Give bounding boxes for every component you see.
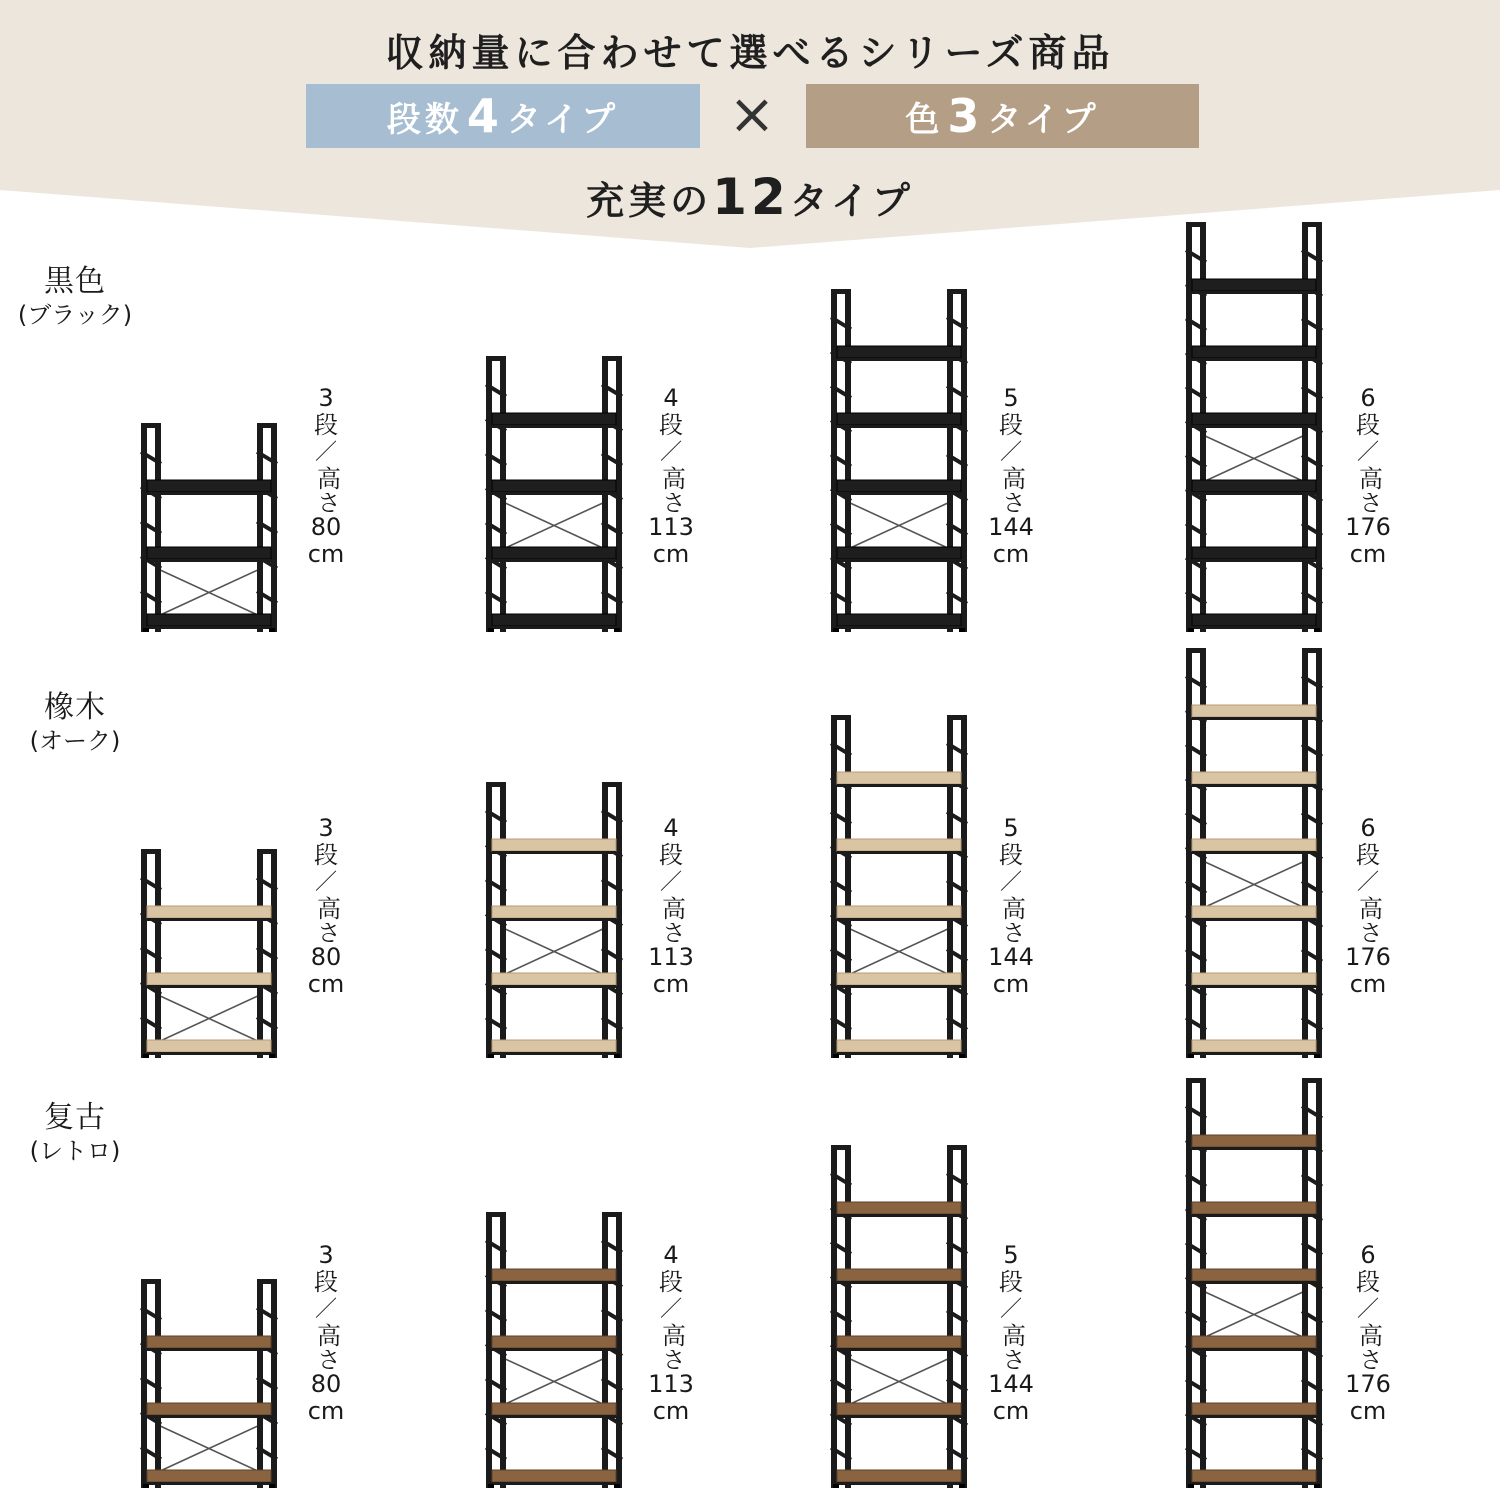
board-frame [837, 1052, 961, 1055]
shelf-illustration [828, 715, 970, 1058]
shelf-foot [833, 628, 839, 632]
shelf-board [837, 346, 961, 358]
height-label-black-5 [983, 385, 1039, 568]
board-frame [492, 559, 616, 562]
board-frame [837, 985, 961, 988]
row-label-black-sub: (ブラック) [17, 301, 133, 329]
row-label-black [0, 264, 150, 330]
board-frame [1192, 1415, 1316, 1418]
shelf-board [1192, 1336, 1316, 1348]
board-frame [147, 985, 271, 988]
board-frame [837, 358, 961, 361]
shelf-board [147, 480, 271, 492]
height-label-oak-3 [298, 815, 354, 998]
board-frame [1192, 358, 1316, 361]
shelf-board [492, 1269, 616, 1281]
board-frame [147, 1482, 271, 1485]
board-frame [147, 492, 271, 495]
shelf-illustration [828, 1145, 970, 1488]
shelf-foot [143, 1484, 149, 1488]
shelf-board [1192, 1269, 1316, 1281]
height-label-retro-4 [643, 1242, 699, 1425]
shelf-foot [269, 1484, 275, 1488]
board-frame [1192, 626, 1316, 629]
board-frame [1192, 717, 1316, 720]
shelf-board [492, 547, 616, 559]
shelf-board [837, 1269, 961, 1281]
height-label-text: 高さ [997, 466, 1026, 514]
tier-unit: 段 [999, 411, 1023, 439]
shelf-board [147, 1040, 271, 1052]
row-label-black-name: 黒色 [44, 264, 106, 299]
tier-number: 5 [1003, 814, 1019, 842]
shelf-board [837, 1040, 961, 1052]
separator: ／ [1356, 870, 1379, 895]
row-label-oak [0, 690, 150, 756]
board-frame [837, 559, 961, 562]
height-value: 144 [988, 943, 1034, 971]
board-frame [837, 492, 961, 495]
board-frame [837, 1348, 961, 1351]
height-value: 113 [648, 943, 694, 971]
board-frame [1192, 492, 1316, 495]
row-label-oak-name: 橡木 [44, 690, 106, 725]
shelf-foot [1314, 1054, 1320, 1058]
height-value: 80 [310, 943, 342, 971]
separator: ／ [1356, 440, 1379, 465]
shelf-foot [269, 1054, 275, 1058]
board-frame [492, 626, 616, 629]
shelf-board [837, 839, 961, 851]
shelf-black-4-tier [483, 356, 625, 636]
shelf-black-5-tier [828, 289, 970, 636]
shelf-board [492, 906, 616, 918]
shelf-board [1192, 1135, 1316, 1147]
board-frame [492, 425, 616, 428]
board-frame [1192, 559, 1316, 562]
shelf-board [1192, 279, 1316, 291]
board-frame [1192, 1147, 1316, 1150]
height-label-black-4 [643, 385, 699, 568]
height-label-text: 高さ [1354, 466, 1383, 514]
board-frame [1192, 1052, 1316, 1055]
shelf-foot [614, 628, 620, 632]
tiers-badge [306, 84, 700, 148]
tier-number: 4 [663, 814, 679, 842]
tier-unit: 段 [659, 411, 683, 439]
shelf-board [1192, 346, 1316, 358]
height-value: 144 [988, 1370, 1034, 1398]
height-label-black-6 [1340, 385, 1396, 568]
shelf-board [492, 1403, 616, 1415]
shelf-board [837, 480, 961, 492]
shelf-board [837, 973, 961, 985]
row-label-retro-name: 复古 [44, 1100, 106, 1135]
board-frame [492, 918, 616, 921]
shelf-board [837, 1403, 961, 1415]
tier-unit: 段 [999, 841, 1023, 869]
separator: ／ [999, 440, 1022, 465]
shelf-foot [1188, 1054, 1194, 1058]
shelf-board [1192, 1403, 1316, 1415]
height-label-retro-5 [983, 1242, 1039, 1425]
shelf-board [1192, 1040, 1316, 1052]
height-label-oak-4 [643, 815, 699, 998]
summary-prefix: 充実の [586, 179, 713, 223]
shelf-illustration [483, 356, 625, 632]
shelf-foot [1188, 628, 1194, 632]
tiers-badge-suffix: タイプ [506, 99, 620, 140]
board-frame [837, 1415, 961, 1418]
height-unit: cm [1349, 970, 1387, 998]
left-post [141, 849, 161, 1058]
shelf-foot [1314, 628, 1320, 632]
height-value: 144 [988, 513, 1034, 541]
shelf-board [1192, 772, 1316, 784]
board-frame [1192, 1348, 1316, 1351]
height-label-text: 高さ [312, 1323, 341, 1371]
tier-unit: 段 [314, 411, 338, 439]
board-frame [147, 626, 271, 629]
separator: ／ [659, 870, 682, 895]
shelf-board [1192, 1202, 1316, 1214]
board-frame [1192, 784, 1316, 787]
tiers-badge-number: 4 [466, 89, 503, 143]
height-label-retro-6 [1340, 1242, 1396, 1425]
separator: ／ [314, 440, 337, 465]
right-post [257, 1279, 277, 1488]
height-label-text: 高さ [657, 466, 686, 514]
tier-number: 3 [318, 384, 334, 412]
tier-number: 5 [1003, 1241, 1019, 1269]
tier-unit: 段 [1356, 1268, 1380, 1296]
board-frame [492, 851, 616, 854]
shelf-board [147, 1470, 271, 1482]
shelf-board [837, 1470, 961, 1482]
tier-number: 4 [663, 1241, 679, 1269]
board-frame [1192, 1482, 1316, 1485]
shelf-oak-6-tier [1183, 648, 1325, 1062]
right-post [947, 1145, 967, 1488]
separator: ／ [314, 1297, 337, 1322]
tier-number: 5 [1003, 384, 1019, 412]
shelf-foot [269, 628, 275, 632]
board-frame [492, 1281, 616, 1284]
board-frame [837, 1214, 961, 1217]
height-label-text: 高さ [657, 1323, 686, 1371]
shelf-illustration [138, 1279, 280, 1488]
left-post [831, 289, 851, 632]
height-label-text: 高さ [312, 896, 341, 944]
tier-unit: 段 [1356, 841, 1380, 869]
shelf-board [147, 614, 271, 626]
separator: ／ [314, 870, 337, 895]
separator: ／ [659, 440, 682, 465]
shelf-foot [959, 1484, 965, 1488]
tier-unit: 段 [659, 841, 683, 869]
left-post [831, 1145, 851, 1488]
shelf-board [837, 547, 961, 559]
height-label-oak-5 [983, 815, 1039, 998]
shelf-board [492, 973, 616, 985]
summary-suffix: タイプ [789, 179, 914, 223]
tier-unit: 段 [999, 1268, 1023, 1296]
height-unit: cm [652, 540, 690, 568]
shelf-board [1192, 413, 1316, 425]
separator: ／ [1356, 1297, 1379, 1322]
board-frame [1192, 1214, 1316, 1217]
shelf-board [1192, 906, 1316, 918]
left-post [141, 423, 161, 632]
board-frame [147, 1415, 271, 1418]
height-label-text: 高さ [1354, 1323, 1383, 1371]
height-value: 113 [648, 513, 694, 541]
shelf-board [147, 906, 271, 918]
height-unit: cm [1349, 1397, 1387, 1425]
tiers-badge-prefix: 段数 [386, 99, 463, 140]
board-frame [837, 918, 961, 921]
separator: ／ [659, 1297, 682, 1322]
height-value: 176 [1345, 943, 1391, 971]
shelf-board [492, 839, 616, 851]
shelf-black-3-tier [138, 423, 280, 636]
board-frame [492, 492, 616, 495]
summary-line [0, 168, 1500, 226]
right-post [947, 715, 967, 1058]
height-value: 176 [1345, 1370, 1391, 1398]
board-frame [1192, 425, 1316, 428]
board-frame [837, 851, 961, 854]
right-post [257, 423, 277, 632]
shelf-foot [143, 628, 149, 632]
height-value: 176 [1345, 513, 1391, 541]
shelf-foot [1188, 1484, 1194, 1488]
height-unit: cm [992, 540, 1030, 568]
shelf-illustration [138, 423, 280, 632]
shelf-illustration [483, 782, 625, 1058]
board-frame [1192, 918, 1316, 921]
colors-badge-prefix: 色 [905, 99, 944, 140]
shelf-retro-4-tier [483, 1212, 625, 1492]
tier-number: 4 [663, 384, 679, 412]
height-label-retro-3 [298, 1242, 354, 1425]
board-frame [1192, 1281, 1316, 1284]
shelf-illustration [1183, 648, 1325, 1058]
times-icon: × [728, 82, 776, 147]
shelf-foot [614, 1054, 620, 1058]
height-value: 80 [310, 1370, 342, 1398]
board-frame [837, 784, 961, 787]
height-unit: cm [1349, 540, 1387, 568]
board-frame [1192, 851, 1316, 854]
board-frame [1192, 985, 1316, 988]
shelf-foot [1314, 1484, 1320, 1488]
shelf-board [492, 1040, 616, 1052]
board-frame [837, 1482, 961, 1485]
separator: ／ [999, 1297, 1022, 1322]
height-unit: cm [652, 970, 690, 998]
shelf-board [492, 1336, 616, 1348]
shelf-illustration [1183, 222, 1325, 632]
shelf-board [837, 1336, 961, 1348]
shelf-board [1192, 614, 1316, 626]
shelf-retro-5-tier [828, 1145, 970, 1492]
right-post [947, 289, 967, 632]
board-frame [492, 1348, 616, 1351]
shelf-board [837, 413, 961, 425]
height-label-text: 高さ [312, 466, 341, 514]
board-frame [837, 626, 961, 629]
shelf-retro-3-tier [138, 1279, 280, 1492]
shelf-foot [833, 1484, 839, 1488]
board-frame [492, 1415, 616, 1418]
shelf-illustration [138, 849, 280, 1058]
height-value: 113 [648, 1370, 694, 1398]
shelf-oak-4-tier [483, 782, 625, 1062]
height-unit: cm [307, 540, 345, 568]
height-unit: cm [992, 1397, 1030, 1425]
colors-badge-number: 3 [947, 89, 984, 143]
tier-unit: 段 [314, 1268, 338, 1296]
board-frame [837, 425, 961, 428]
shelf-board [837, 614, 961, 626]
shelf-foot [488, 628, 494, 632]
tier-number: 3 [318, 1241, 334, 1269]
shelf-oak-5-tier [828, 715, 970, 1062]
tier-number: 6 [1360, 384, 1376, 412]
shelf-board [147, 973, 271, 985]
board-frame [1192, 291, 1316, 294]
height-label-text: 高さ [997, 1323, 1026, 1371]
height-label-text: 高さ [997, 896, 1026, 944]
shelf-board [837, 772, 961, 784]
shelf-foot [959, 1054, 965, 1058]
shelf-board [492, 614, 616, 626]
shelf-board [492, 413, 616, 425]
shelf-board [492, 480, 616, 492]
height-label-oak-6 [1340, 815, 1396, 998]
height-unit: cm [307, 970, 345, 998]
board-frame [492, 1482, 616, 1485]
height-label-black-3 [298, 385, 354, 568]
separator: ／ [999, 870, 1022, 895]
shelf-board [1192, 480, 1316, 492]
shelf-board [1192, 839, 1316, 851]
height-label-text: 高さ [657, 896, 686, 944]
board-frame [147, 1052, 271, 1055]
shelf-board [1192, 705, 1316, 717]
shelf-board [1192, 547, 1316, 559]
height-unit: cm [992, 970, 1030, 998]
colors-badge-suffix: タイプ [987, 99, 1100, 140]
shelf-board [1192, 973, 1316, 985]
tier-unit: 段 [659, 1268, 683, 1296]
shelf-oak-3-tier [138, 849, 280, 1062]
shelf-board [837, 906, 961, 918]
shelf-board [147, 547, 271, 559]
tier-number: 6 [1360, 1241, 1376, 1269]
height-unit: cm [307, 1397, 345, 1425]
shelf-foot [833, 1054, 839, 1058]
height-value: 80 [310, 513, 342, 541]
shelf-board [147, 1403, 271, 1415]
board-frame [837, 1281, 961, 1284]
tier-unit: 段 [1356, 411, 1380, 439]
shelf-black-6-tier [1183, 222, 1325, 636]
row-label-retro [0, 1100, 150, 1166]
headline: 収納量に合わせて選べるシリーズ商品 [385, 31, 1115, 75]
row-label-retro-sub: (レトロ) [29, 1137, 121, 1165]
shelf-illustration [483, 1212, 625, 1488]
shelf-board [147, 1336, 271, 1348]
shelf-foot [488, 1484, 494, 1488]
tier-number: 3 [318, 814, 334, 842]
shelf-illustration [828, 289, 970, 632]
height-unit: cm [652, 1397, 690, 1425]
shelf-foot [143, 1054, 149, 1058]
shelf-foot [488, 1054, 494, 1058]
shelf-foot [614, 1484, 620, 1488]
row-label-oak-sub: (オーク) [29, 727, 121, 755]
board-frame [492, 985, 616, 988]
tier-unit: 段 [314, 841, 338, 869]
board-frame [492, 1052, 616, 1055]
right-post [257, 849, 277, 1058]
left-post [831, 715, 851, 1058]
colors-badge [806, 84, 1199, 148]
shelf-retro-6-tier [1183, 1078, 1325, 1492]
left-post [141, 1279, 161, 1488]
shelf-board [492, 1470, 616, 1482]
shelf-foot [959, 628, 965, 632]
height-label-text: 高さ [1354, 896, 1383, 944]
shelf-board [837, 1202, 961, 1214]
shelf-board [1192, 1470, 1316, 1482]
tier-number: 6 [1360, 814, 1376, 842]
summary-number: 12 [712, 168, 790, 226]
shelf-illustration [1183, 1078, 1325, 1488]
board-frame [147, 918, 271, 921]
board-frame [147, 1348, 271, 1351]
board-frame [147, 559, 271, 562]
